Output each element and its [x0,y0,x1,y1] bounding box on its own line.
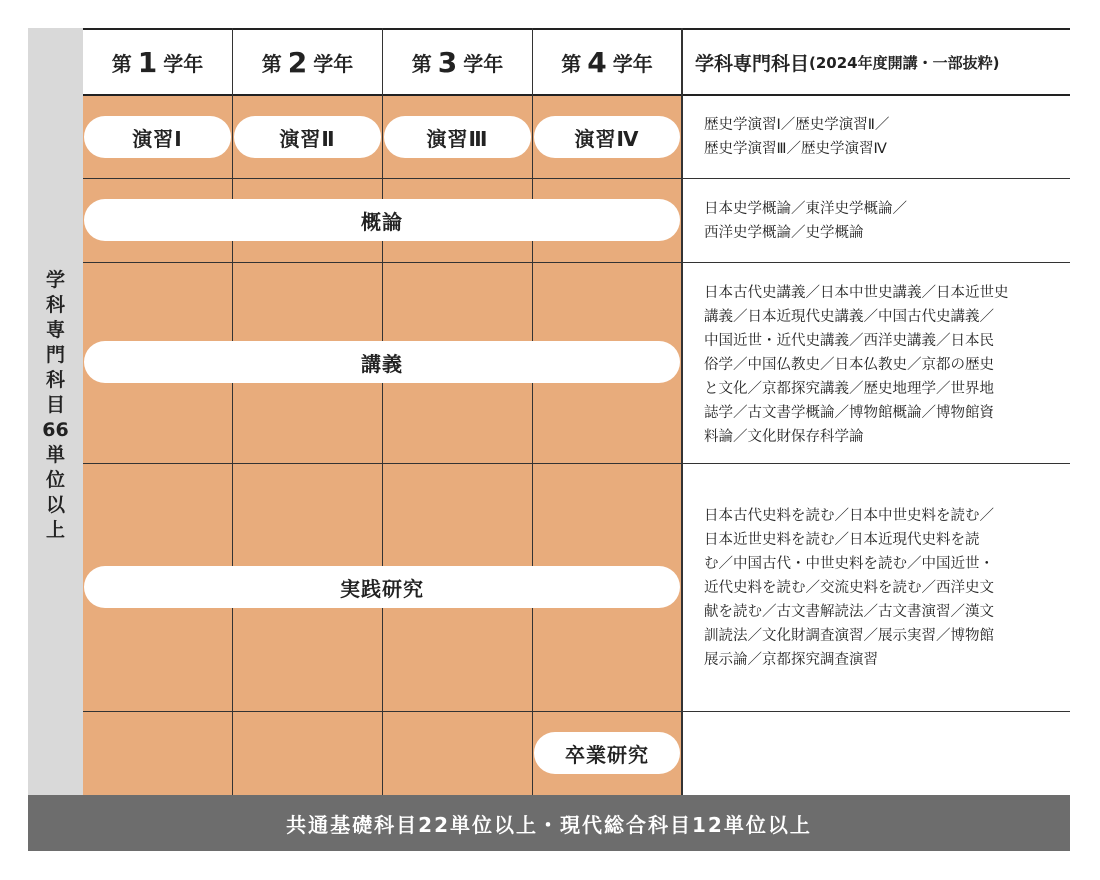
pill-kogi: 講義 [84,341,680,383]
header-year-1 [83,30,232,94]
footer-requirements: 共通基礎科目22単位以上・現代総合科目12単位以上 [28,795,1070,851]
side-label [28,268,83,543]
year-suffix: 学年 [612,51,653,76]
column-divider [232,28,233,795]
column-divider [532,28,533,795]
side-label-char: 66 [42,419,69,441]
desc-line: 日本古代史料を読む／日本中世史料を読む／ [704,508,994,524]
side-label-char: 専 [45,319,65,341]
pill-enshu-2: 演習Ⅱ [234,116,381,158]
year-prefix: 第 [261,51,282,76]
side-label-char: 上 [45,519,65,541]
side-label-char: 単 [45,444,65,466]
side-label-char: 学 [45,269,65,291]
pill-enshu-1: 演習Ⅰ [84,116,231,158]
desc-line: 講義／日本近現代史講義／中国古代史講義／ [704,309,994,325]
side-label-char: 科 [45,294,65,316]
header-year-4 [533,30,681,94]
desc-line: 展示論／京都探究調査演習 [704,652,878,668]
desc-gairon [704,197,1054,245]
desc-line: 近代史料を読む／交流史料を読む／西洋史文 [704,580,994,596]
year-number: 3 [437,45,458,79]
side-label-char: 以 [45,494,65,516]
desc-line: 俗学／中国仏教史／日本仏教史／京都の歴史 [704,357,994,373]
desc-line: 西洋史学概論／史学概論 [704,225,864,241]
desc-line: 料論／文化財保存科学論 [704,429,864,445]
desc-line: 献を読む／古文書解読法／古文書演習／漢文 [704,604,994,620]
header-year-2 [233,30,382,94]
year-prefix: 第 [411,51,432,76]
pill-enshu-3: 演習Ⅲ [384,116,531,158]
pill-gairon: 概論 [84,199,680,241]
side-label-char: 科 [45,369,65,391]
year-prefix: 第 [111,51,132,76]
year-number: 4 [587,45,607,79]
year-number: 1 [137,45,158,79]
pill-enshu-4: 演習Ⅳ [534,116,680,158]
subjects-title: 学科専門科目 [695,52,810,75]
desc-line: 歴史学演習Ⅲ／歴史学演習Ⅳ [704,141,887,157]
year-suffix: 学年 [163,51,204,76]
desc-kogi [704,281,1054,449]
desc-line: 日本史学概論／東洋史学概論／ [704,201,907,217]
column-divider [382,28,383,795]
desc-line: 日本古代史講義／日本中世史講義／日本近世史 [704,285,1009,301]
header-subjects [683,30,1070,94]
desc-line: 訓読法／文化財調査演習／展示実習／博物館 [704,628,994,644]
desc-line: 中国近世・近代史講義／西洋史講義／日本民 [704,333,994,349]
year-suffix: 学年 [313,51,354,76]
desc-line: 歴史学演習Ⅰ／歴史学演習Ⅱ／ [704,117,890,133]
desc-enshu [704,113,1054,161]
side-label-char: 目 [45,394,65,416]
pill-sotsugyo: 卒業研究 [534,732,680,774]
year-number: 2 [287,45,308,79]
desc-line: む／中国古代・中世史料を読む／中国近世・ [704,556,994,572]
desc-line: と文化／京都探究講義／歴史地理学／世界地 [704,381,994,397]
year-prefix: 第 [561,51,582,76]
desc-line: 誌学／古文書学概論／博物館概論／博物館資 [704,405,994,421]
side-label-char: 門 [45,344,65,366]
desc-line: 日本近世史料を読む／日本近現代史料を読 [704,532,980,548]
header-year-3 [383,30,532,94]
pill-jissen: 実践研究 [84,566,680,608]
column-divider [681,28,683,795]
desc-jissen [704,504,1054,672]
side-label-char: 位 [45,469,65,491]
year-suffix: 学年 [463,51,504,76]
subjects-note: (2024年度開講・一部抜粋) [809,53,1000,72]
